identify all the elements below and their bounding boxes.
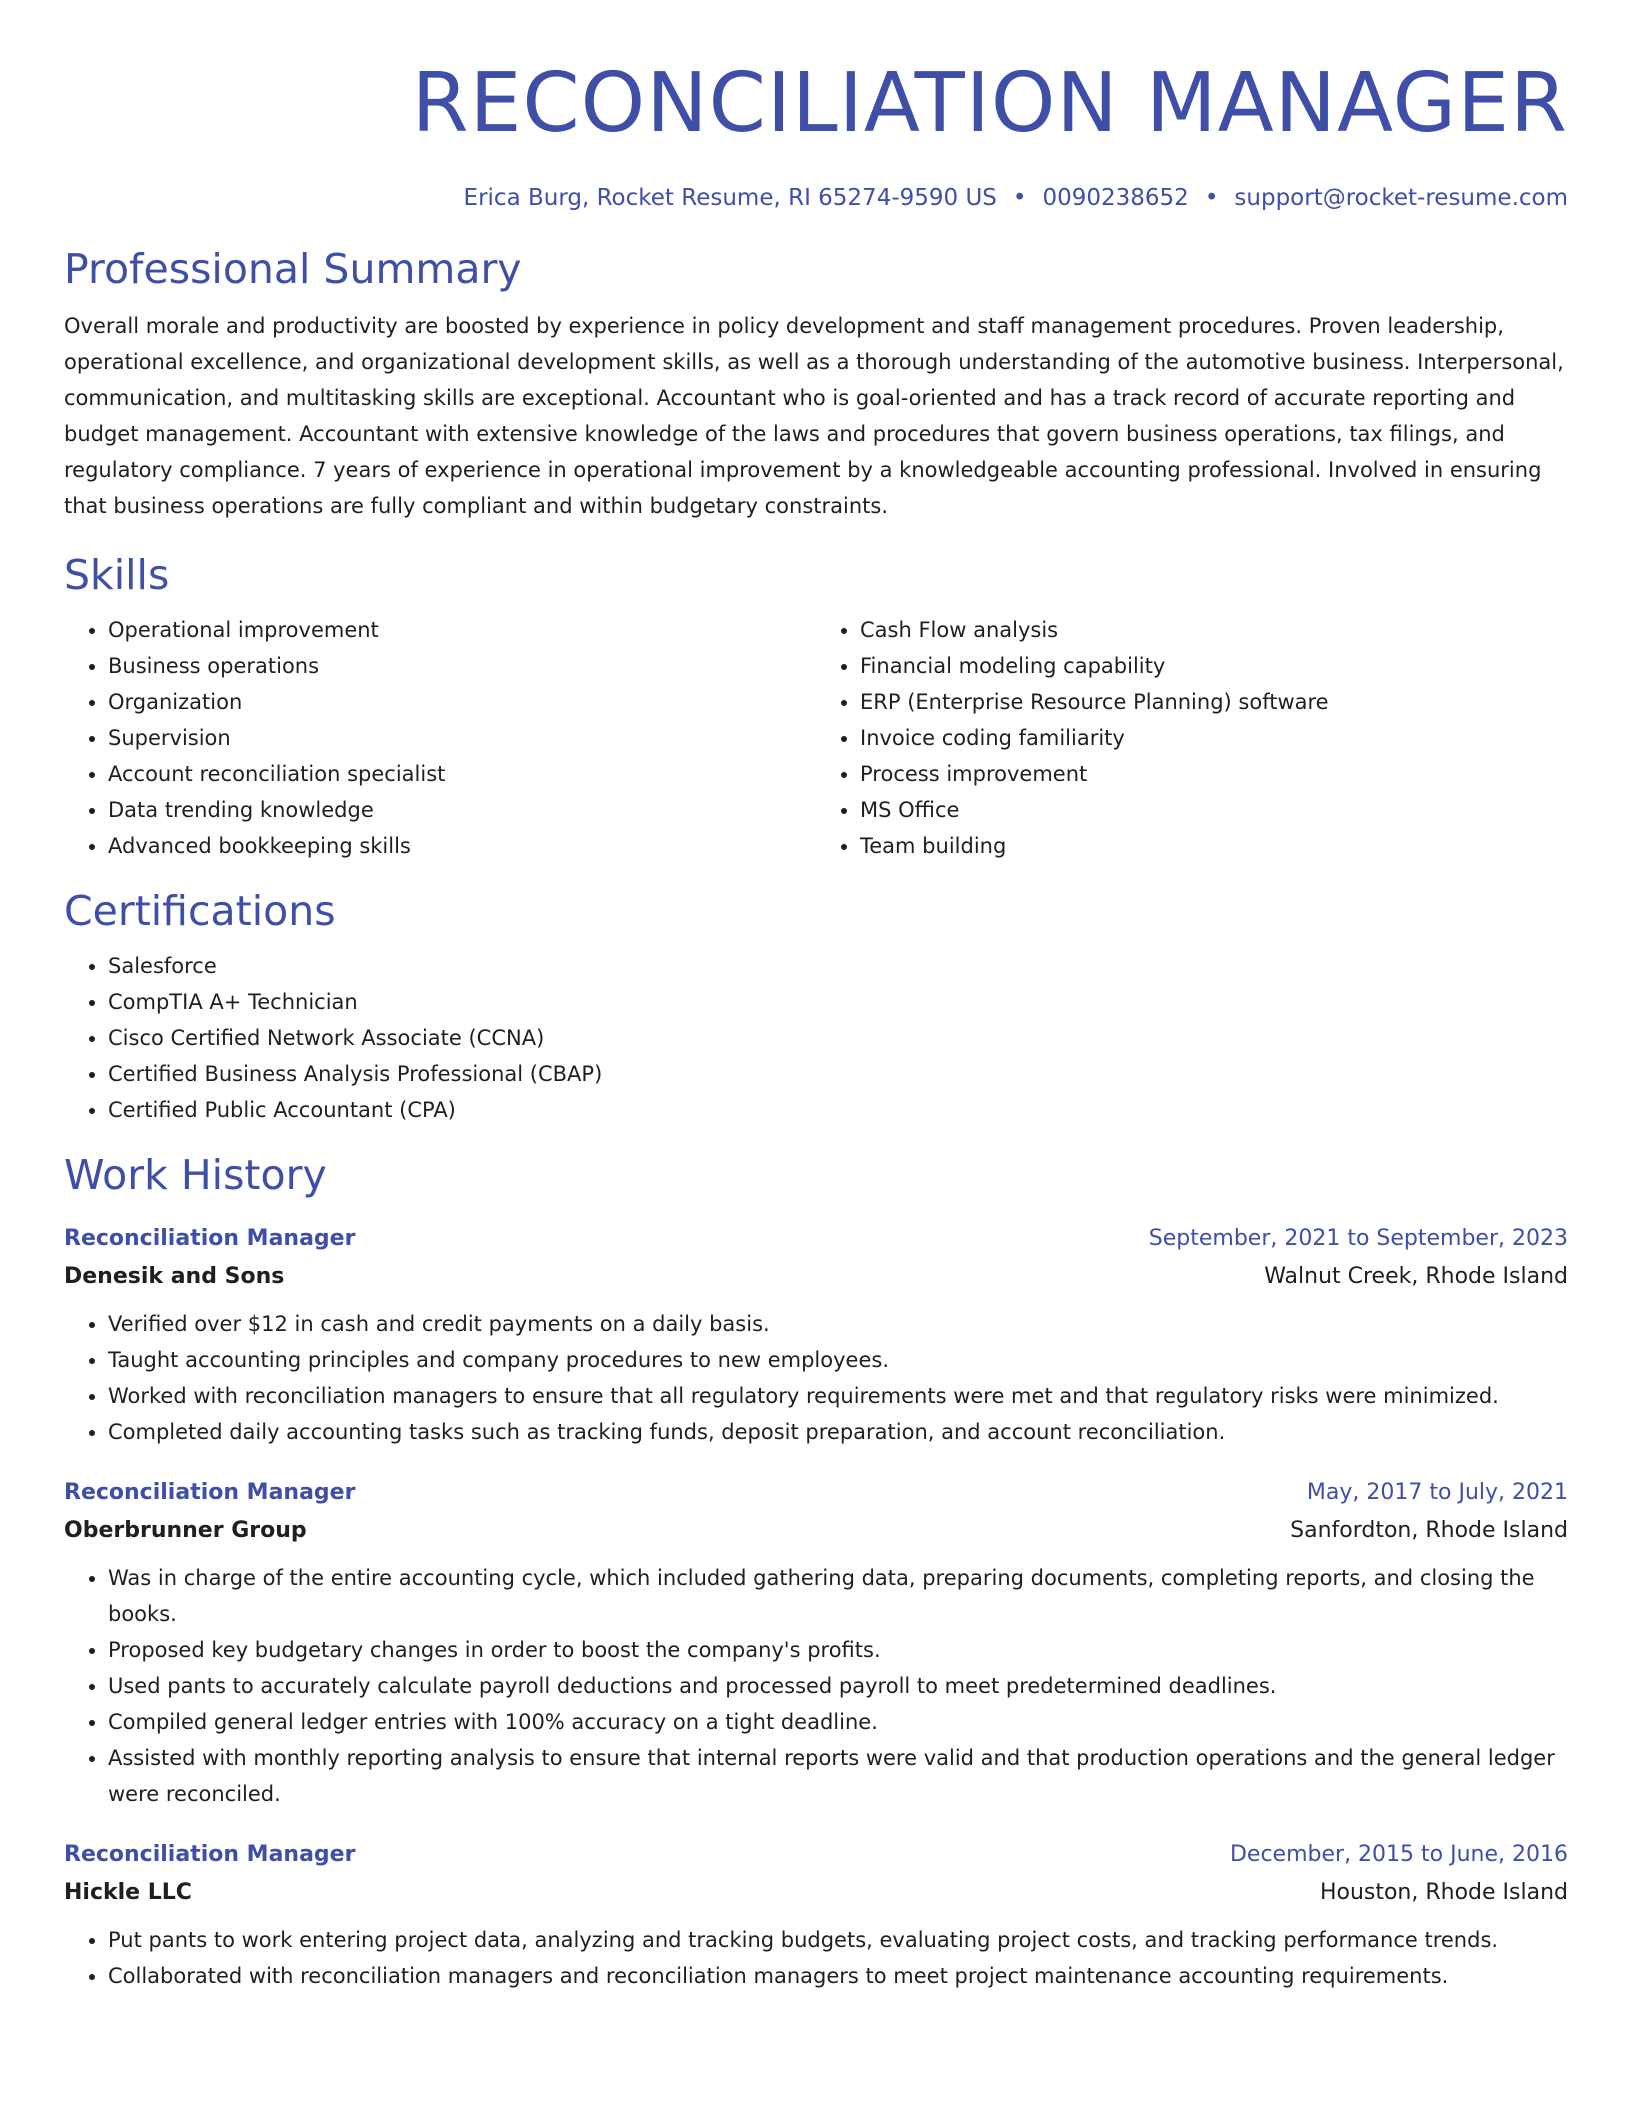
- resume-page: [64, 0, 1568, 1994]
- job-location: Houston, Rhode Island: [1319, 1880, 1568, 1905]
- skill-item: • Process improvement: [860, 756, 1568, 792]
- job-bullet: • Taught accounting principles and company procedures to new employees.: [108, 1342, 1568, 1378]
- job-title: Reconciliation Manager: [64, 1842, 356, 1867]
- job-bullet: • Put pants to work entering project data, analyzing and tracking budgets, evaluating project costs, and tracking performance trends.: [108, 1922, 1568, 1958]
- contact-email: support@rocket-resume.com: [1234, 185, 1568, 211]
- job-location: Sanfordton, Rhode Island: [1290, 1518, 1568, 1543]
- job-bullet: • Assisted with monthly reporting analysis to ensure that internal reports were valid and that production operations and the general ledger were reconciled.: [108, 1740, 1568, 1812]
- contact-line: [64, 182, 1568, 214]
- job-bullets: [64, 1306, 1568, 1450]
- skills-list-left: [64, 612, 816, 864]
- job-entry: [64, 1220, 1568, 1450]
- skills-list-right: [816, 612, 1568, 864]
- skill-item: • Business operations: [108, 648, 816, 684]
- contact-separator: •: [1012, 185, 1027, 211]
- skill-item: • Organization: [108, 684, 816, 720]
- skill-item: • ERP (Enterprise Resource Planning) software: [860, 684, 1568, 720]
- job-company: Denesik and Sons: [64, 1264, 285, 1289]
- job-entry: [64, 1474, 1568, 1812]
- contact-address: Erica Burg, Rocket Resume, RI 65274-9590 US: [463, 185, 997, 211]
- job-company-row: [64, 1874, 1568, 1912]
- certification-item: • Certified Business Analysis Professional (CBAP): [108, 1056, 1568, 1092]
- job-header-row: [64, 1836, 1568, 1874]
- job-location: Walnut Creek, Rhode Island: [1264, 1264, 1568, 1289]
- job-company-row: [64, 1512, 1568, 1550]
- skill-item: • Data trending knowledge: [108, 792, 816, 828]
- certifications-list: [64, 948, 1568, 1128]
- job-dates: December, 2015 to June, 2016: [1229, 1842, 1568, 1867]
- job-bullet: • Was in charge of the entire accounting cycle, which included gathering data, preparing documents, completing reports, and closing the books.: [108, 1560, 1568, 1632]
- job-company: Oberbrunner Group: [64, 1518, 307, 1543]
- contact-phone: 0090238652: [1042, 185, 1189, 211]
- job-bullets: [64, 1922, 1568, 1994]
- skill-item: • Financial modeling capability: [860, 648, 1568, 684]
- job-bullet: • Completed daily accounting tasks such as tracking funds, deposit preparation, and account reconciliation.: [108, 1414, 1568, 1450]
- skills-columns: [64, 612, 1568, 864]
- job-dates: September, 2021 to September, 2023: [1148, 1226, 1568, 1251]
- skill-item: • Invoice coding familiarity: [860, 720, 1568, 756]
- skill-item: • MS Office: [860, 792, 1568, 828]
- skills-heading: Skills: [64, 551, 170, 599]
- job-bullet: • Verified over $12 in cash and credit payments on a daily basis.: [108, 1306, 1568, 1342]
- job-header-row: [64, 1220, 1568, 1258]
- certification-item: • Salesforce: [108, 948, 1568, 984]
- summary-heading: Professional Summary: [64, 245, 522, 293]
- contact-separator: •: [1204, 185, 1219, 211]
- skill-item: • Supervision: [108, 720, 816, 756]
- skill-item: • Team building: [860, 828, 1568, 864]
- certifications-heading: Certifications: [64, 887, 336, 935]
- certification-item: • Cisco Certified Network Associate (CCNA): [108, 1020, 1568, 1056]
- job-bullet: • Proposed key budgetary changes in order to boost the company's profits.: [108, 1632, 1568, 1668]
- skill-item: • Cash Flow analysis: [860, 612, 1568, 648]
- work-history-heading: Work History: [64, 1151, 327, 1199]
- job-bullet: • Compiled general ledger entries with 100% accuracy on a tight deadline.: [108, 1704, 1568, 1740]
- job-title: Reconciliation Manager: [64, 1480, 356, 1505]
- job-bullet: • Used pants to accurately calculate payroll deductions and processed payroll to meet predetermined deadlines.: [108, 1668, 1568, 1704]
- resume-name: RECONCILIATION MANAGER: [411, 56, 1568, 151]
- skill-item: • Operational improvement: [108, 612, 816, 648]
- job-bullet: • Collaborated with reconciliation managers and reconciliation managers to meet project maintenance accounting requirements.: [108, 1958, 1568, 1994]
- job-header-row: [64, 1474, 1568, 1512]
- job-bullets: [64, 1560, 1568, 1812]
- job-company-row: [64, 1258, 1568, 1296]
- job-bullet: • Worked with reconciliation managers to ensure that all regulatory requirements were met and that regulatory risks were minimized.: [108, 1378, 1568, 1414]
- job-title: Reconciliation Manager: [64, 1226, 356, 1251]
- certification-item: • Certified Public Accountant (CPA): [108, 1092, 1568, 1128]
- certification-item: • CompTIA A+ Technician: [108, 984, 1568, 1020]
- summary-text: Overall morale and productivity are boosted by experience in policy development and staff management procedures. Proven leadership, operational excellence, and organizational development skills, as well as a thorough understanding of the automotive business. Interpersonal, communication, and multitasking skills are exceptional. Accountant who is goal-oriented and has a track record of accurate reporting and budget management. Accountant with extensive knowledge of the laws and procedures that govern business operations, tax filings, and regulatory compliance. 7 years of experience in operational improvement by a knowledgeable accounting professional. Involved in ensuring that business operations are fully compliant and within budgetary constraints.: [64, 314, 1564, 518]
- skill-item: • Advanced bookkeeping skills: [108, 828, 816, 864]
- job-dates: May, 2017 to July, 2021: [1306, 1480, 1568, 1505]
- skill-item: • Account reconciliation specialist: [108, 756, 816, 792]
- job-entry: [64, 1836, 1568, 1994]
- job-company: Hickle LLC: [64, 1880, 192, 1905]
